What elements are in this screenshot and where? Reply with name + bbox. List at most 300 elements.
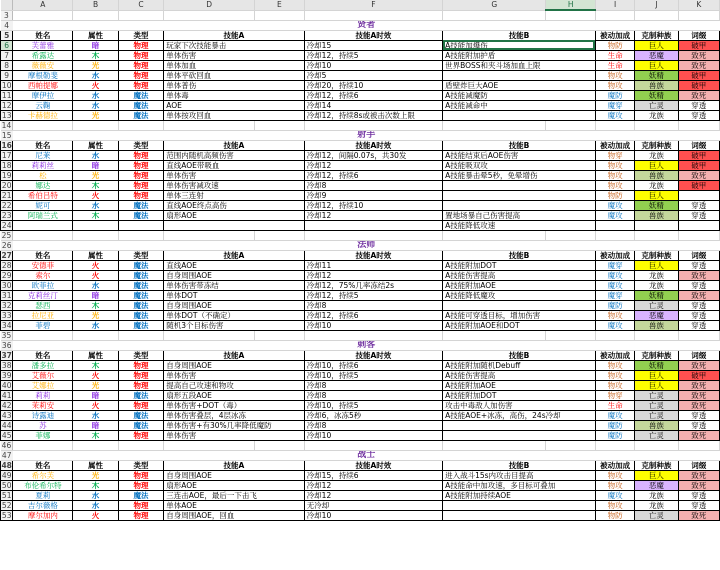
row-number[interactable]: 41 — [1, 390, 12, 400]
row-number[interactable]: 48 — [1, 460, 12, 470]
cell-name[interactable]: 索尔 — [13, 270, 73, 280]
cell-counter[interactable]: 妖精 — [635, 70, 678, 80]
empty-cell[interactable] — [118, 330, 163, 340]
cell-type[interactable]: 物理 — [118, 430, 163, 440]
cell-passive[interactable]: 物防 — [595, 510, 634, 520]
row-number[interactable]: 31 — [1, 290, 12, 300]
cell-name[interactable]: 希尔芙 — [13, 470, 73, 480]
header-curse[interactable]: 词缀 — [678, 350, 719, 360]
cell-attr[interactable]: 木 — [73, 480, 118, 490]
section-title[interactable]: 刺客 — [13, 340, 720, 350]
empty-cell[interactable] — [255, 120, 305, 130]
cell-attr[interactable]: 暗 — [73, 40, 118, 50]
header-type[interactable]: 类型 — [118, 250, 163, 260]
cell-skillA_eff[interactable]: 冷却12，持续6 — [304, 170, 442, 180]
cell-type[interactable]: 物理 — [118, 500, 163, 510]
cell-curse[interactable]: 致死 — [678, 470, 719, 480]
header-type[interactable]: 类型 — [118, 140, 163, 150]
cell-skillA[interactable]: 直线AOE — [164, 260, 304, 270]
cell-passive[interactable]: 物防 — [595, 40, 634, 50]
cell-passive[interactable]: 物攻 — [595, 80, 634, 90]
cell-counter[interactable]: 龙族 — [635, 280, 678, 290]
cell-skillA_eff[interactable]: 冷却10 — [304, 60, 442, 70]
cell-skillB[interactable]: A技能暴击晕5秒，免晕增伤 — [443, 170, 596, 180]
cell-name[interactable]: 安德菲 — [13, 260, 73, 270]
cell-skillB[interactable] — [443, 510, 596, 520]
cell-skillB[interactable]: A技能可穿透目标，增加伤害 — [443, 310, 596, 320]
cell-counter[interactable]: 亡灵 — [635, 100, 678, 110]
cell-skillA[interactable]: 单体AOE — [164, 500, 304, 510]
empty-cell[interactable] — [443, 330, 546, 340]
header-counter[interactable]: 克制种族 — [635, 250, 678, 260]
cell-skillA_eff[interactable]: 冷却12，持续6 — [304, 90, 442, 100]
column-header-I[interactable]: I — [595, 0, 634, 10]
section-title[interactable]: 战士 — [13, 450, 720, 460]
column-header-F[interactable]: F — [304, 0, 442, 10]
cell-curse[interactable]: 穿透 — [678, 320, 719, 330]
cell-counter[interactable]: 巨人 — [635, 40, 678, 50]
header-curse[interactable]: 词缀 — [678, 460, 719, 470]
empty-cell[interactable] — [164, 440, 255, 450]
header-counter[interactable]: 克制种族 — [635, 460, 678, 470]
cell-name[interactable]: 妮可 — [13, 200, 73, 210]
cell-curse[interactable]: 穿透 — [678, 420, 719, 430]
cell-skillB[interactable] — [443, 180, 596, 190]
cell-type[interactable]: 魔法 — [118, 260, 163, 270]
cell-passive[interactable]: 物攻 — [595, 70, 634, 80]
cell-skillA_eff[interactable]: 冷却12，持续6 — [304, 310, 442, 320]
cell-skillA_eff[interactable]: 冷却12，持续8s或被击次数上限 — [304, 110, 442, 120]
cell-skillA[interactable]: 单体伤害+DOT（毒） — [164, 400, 304, 410]
column-header-G[interactable]: G — [443, 0, 546, 10]
cell-skillA_eff[interactable]: 冷却20，持续10 — [304, 80, 442, 90]
cell-counter[interactable]: 亡灵 — [635, 430, 678, 440]
empty-cell[interactable] — [678, 10, 719, 20]
cell-skillA[interactable]: 提高自己攻速和物攻 — [164, 380, 304, 390]
header-attr[interactable]: 属性 — [73, 460, 118, 470]
cell-attr[interactable]: 水 — [73, 90, 118, 100]
cell-counter[interactable]: 妖精 — [635, 90, 678, 100]
cell-counter[interactable]: 巨人 — [635, 260, 678, 270]
cell-passive[interactable]: 物攻 — [595, 310, 634, 320]
cell-passive[interactable]: 魔攻 — [595, 410, 634, 420]
cell-attr[interactable]: 水 — [73, 500, 118, 510]
row-number[interactable]: 6 — [1, 40, 13, 50]
cell-attr[interactable]: 光 — [73, 60, 118, 70]
cell-curse[interactable]: 致死 — [678, 430, 719, 440]
cell-name[interactable]: 苏 — [13, 420, 73, 430]
cell-name[interactable]: 克莉丝汀 — [13, 290, 73, 300]
cell-type[interactable]: 物理 — [118, 60, 163, 70]
cell-skillA_eff[interactable]: 冷却12，持续5 — [304, 290, 442, 300]
row-number[interactable]: 49 — [1, 470, 12, 480]
row-number[interactable]: 29 — [1, 270, 12, 280]
row-number[interactable]: 28 — [1, 260, 12, 270]
header-curse[interactable]: 词缀 — [678, 30, 719, 40]
cell-skillA_eff[interactable]: 冷却10，持续5 — [304, 370, 442, 380]
column-header-E[interactable]: E — [255, 0, 305, 10]
cell-counter[interactable]: 巨人 — [635, 60, 678, 70]
cell-passive[interactable]: 物攻 — [595, 470, 634, 480]
cell-skillA_eff[interactable]: 冷却10，持续5 — [304, 400, 442, 410]
empty-cell[interactable] — [546, 10, 596, 20]
row-number[interactable]: 20 — [1, 180, 12, 190]
cell-counter[interactable] — [635, 220, 678, 230]
cell-name[interactable]: 娜达 — [13, 180, 73, 190]
cell-passive[interactable]: 魔防 — [595, 420, 634, 430]
cell-curse[interactable]: 破甲 — [678, 80, 719, 90]
cell-attr[interactable]: 木 — [73, 360, 118, 370]
empty-cell[interactable] — [118, 120, 163, 130]
row-number[interactable]: 43 — [1, 410, 12, 420]
cell-name[interactable]: 艾娜拉 — [13, 380, 73, 390]
empty-cell[interactable] — [164, 120, 255, 130]
empty-cell[interactable] — [443, 10, 546, 20]
header-skillA[interactable]: 技能A — [164, 30, 304, 40]
row-number[interactable]: 24 — [1, 220, 12, 230]
cell-skillA[interactable]: 单体伤害叠层，4层冰冻 — [164, 410, 304, 420]
cell-skillA[interactable]: 自身周围AOE，回血 — [164, 510, 304, 520]
row-number[interactable]: 36 — [1, 340, 12, 350]
row-number[interactable]: 22 — [1, 200, 12, 210]
cell-name[interactable]: 诗露迪 — [13, 410, 73, 420]
cell-curse[interactable]: 致死 — [678, 360, 719, 370]
header-passive[interactable]: 被动加成 — [595, 250, 634, 260]
cell-type[interactable]: 魔法 — [118, 310, 163, 320]
cell-skillA[interactable]: 单体三连射 — [164, 190, 304, 200]
cell-curse[interactable]: 致死 — [678, 480, 719, 490]
cell-skillB[interactable]: A技能附加DOT — [443, 390, 596, 400]
cell-name[interactable]: 莉莉 — [13, 390, 73, 400]
cell-counter[interactable]: 妖精 — [635, 360, 678, 370]
cell-attr[interactable]: 木 — [73, 430, 118, 440]
cell-attr[interactable]: 水 — [73, 70, 118, 80]
cell-attr[interactable]: 光 — [73, 170, 118, 180]
cell-curse[interactable]: 致死 — [678, 510, 719, 520]
cell-skillA_eff[interactable]: 冷却11 — [304, 260, 442, 270]
cell-skillB[interactable] — [443, 430, 596, 440]
cell-curse[interactable] — [678, 220, 719, 230]
cell-skillB[interactable]: A技能附加护盾 — [443, 50, 596, 60]
cell-counter[interactable]: 亡灵 — [635, 400, 678, 410]
cell-counter[interactable]: 龙族 — [635, 270, 678, 280]
cell-counter[interactable]: 恶魔 — [635, 310, 678, 320]
empty-cell[interactable] — [678, 230, 719, 240]
cell-name[interactable]: 布伦希尔特 — [13, 480, 73, 490]
row-number[interactable]: 9 — [1, 70, 13, 80]
cell-name[interactable]: 芙蕾雅 — [13, 40, 73, 50]
cell-name[interactable]: 松 — [13, 170, 73, 180]
cell-type[interactable]: 物理 — [118, 380, 163, 390]
cell-skillB[interactable]: 盾壁炸巨大AOE — [443, 80, 596, 90]
cell-skillA_eff[interactable]: 冷却12，间隔0.07s，共30发 — [304, 150, 442, 160]
column-header-D[interactable]: D — [164, 0, 255, 10]
cell-skillA_eff[interactable]: 冷却8 — [304, 380, 442, 390]
cell-curse[interactable]: 穿透 — [678, 490, 719, 500]
empty-cell[interactable] — [595, 10, 634, 20]
cell-name[interactable]: 希伯吕特 — [13, 190, 73, 200]
cell-type[interactable]: 物理 — [118, 170, 163, 180]
cell-type[interactable]: 魔法 — [118, 210, 163, 220]
empty-cell[interactable] — [635, 330, 678, 340]
header-name[interactable]: 姓名 — [13, 30, 73, 40]
cell-counter[interactable]: 龙族 — [635, 150, 678, 160]
cell-attr[interactable]: 火 — [73, 190, 118, 200]
empty-cell[interactable] — [546, 440, 596, 450]
empty-cell[interactable] — [118, 230, 163, 240]
cell-type[interactable]: 魔法 — [118, 420, 163, 430]
row-number[interactable]: 38 — [1, 360, 12, 370]
cell-name[interactable]: 欧菲拉 — [13, 280, 73, 290]
header-type[interactable]: 类型 — [118, 30, 163, 40]
cell-passive[interactable]: 物攻 — [595, 500, 634, 510]
cell-skillB[interactable]: A技能附加DOT — [443, 260, 596, 270]
cell-curse[interactable]: 破甲 — [678, 40, 719, 50]
cell-passive[interactable]: 魔穿 — [595, 290, 634, 300]
column-header-C[interactable]: C — [118, 0, 163, 10]
cell-type[interactable]: 物理 — [118, 370, 163, 380]
row-number[interactable]: 45 — [1, 430, 12, 440]
empty-cell[interactable] — [635, 10, 678, 20]
cell-passive[interactable]: 物穿 — [595, 150, 634, 160]
cell-skillA_eff[interactable]: 冷却15 — [304, 40, 442, 50]
empty-cell[interactable] — [443, 120, 546, 130]
row-number[interactable]: 13 — [1, 110, 12, 120]
cell-attr[interactable]: 木 — [73, 50, 118, 60]
empty-cell[interactable] — [595, 440, 634, 450]
cell-counter[interactable]: 巨人 — [635, 370, 678, 380]
cell-type[interactable]: 魔法 — [118, 390, 163, 400]
empty-cell[interactable] — [304, 330, 442, 340]
cell-attr[interactable]: 水 — [73, 100, 118, 110]
cell-type[interactable] — [118, 220, 163, 230]
cell-curse[interactable]: 致死 — [678, 390, 719, 400]
row-number[interactable]: 16 — [1, 140, 12, 150]
empty-cell[interactable] — [255, 10, 305, 20]
row-number[interactable]: 39 — [1, 370, 12, 380]
cell-skillB[interactable]: A技能命中加攻速，多目标可叠加 — [443, 480, 596, 490]
cell-counter[interactable]: 妖精 — [635, 290, 678, 300]
empty-cell[interactable] — [73, 330, 118, 340]
empty-cell[interactable] — [255, 440, 305, 450]
cell-skillB[interactable] — [443, 70, 596, 80]
row-number[interactable]: 10 — [1, 80, 12, 90]
cell-skillA[interactable]: 单体伤害减攻速 — [164, 180, 304, 190]
cell-counter[interactable]: 兽族 — [635, 80, 678, 90]
column-header-A[interactable]: A — [13, 0, 73, 10]
cell-skillA[interactable]: 直线AOE终点高伤 — [164, 200, 304, 210]
cell-curse[interactable]: 穿透 — [678, 210, 719, 220]
cell-attr[interactable]: 水 — [73, 200, 118, 210]
section-title[interactable]: 射手 — [13, 130, 720, 140]
cell-curse[interactable]: 穿透 — [678, 110, 719, 120]
header-skillA_eff[interactable]: 技能A时效 — [304, 460, 442, 470]
cell-counter[interactable]: 兽族 — [635, 210, 678, 220]
header-passive[interactable]: 被动加成 — [595, 350, 634, 360]
cell-type[interactable]: 魔法 — [118, 200, 163, 210]
cell-counter[interactable]: 龙族 — [635, 180, 678, 190]
cell-counter[interactable]: 亡灵 — [635, 410, 678, 420]
cell-name[interactable]: 莉莉丝 — [13, 160, 73, 170]
cell-attr[interactable]: 火 — [73, 510, 118, 520]
cell-skillB[interactable]: A技能伤害提高 — [443, 370, 596, 380]
cell-skillB[interactable]: A技能附加AOE — [443, 380, 596, 390]
cell-passive[interactable]: 魔攻 — [595, 280, 634, 290]
cell-counter[interactable]: 巨人 — [635, 160, 678, 170]
cell-counter[interactable]: 龙族 — [635, 490, 678, 500]
cell-skillA_eff[interactable]: 冷却10 — [304, 430, 442, 440]
header-name[interactable]: 姓名 — [13, 350, 73, 360]
row-number[interactable]: 34 — [1, 320, 12, 330]
cell-attr[interactable]: 暗 — [73, 290, 118, 300]
cell-name[interactable]: 菲娜 — [13, 430, 73, 440]
header-name[interactable]: 姓名 — [13, 460, 73, 470]
cell-name[interactable]: 阿瑞兰式 — [13, 210, 73, 220]
cell-name[interactable]: 希露达 — [13, 50, 73, 60]
cell-attr[interactable]: 火 — [73, 370, 118, 380]
cell-skillB[interactable] — [443, 190, 596, 200]
row-number[interactable]: 30 — [1, 280, 12, 290]
cell-type[interactable]: 魔法 — [118, 490, 163, 500]
cell-curse[interactable]: 致死 — [678, 380, 719, 390]
cell-passive[interactable]: 魔防 — [595, 430, 634, 440]
header-skillB[interactable]: 技能B — [443, 140, 596, 150]
cell-curse[interactable]: 致死 — [678, 60, 719, 70]
cell-counter[interactable]: 巨人 — [635, 470, 678, 480]
cell-name[interactable]: 菲碧 — [13, 320, 73, 330]
cell-skillA[interactable]: 单体伤害 — [164, 170, 304, 180]
cell-counter[interactable]: 兽族 — [635, 320, 678, 330]
cell-type[interactable]: 物理 — [118, 180, 163, 190]
cell-skillA_eff[interactable] — [304, 220, 442, 230]
empty-cell[interactable] — [13, 330, 73, 340]
header-skillA_eff[interactable]: 技能A时效 — [304, 250, 442, 260]
cell-curse[interactable]: 穿透 — [678, 100, 719, 110]
cell-skillB[interactable]: A技能结束后AOE伤害 — [443, 150, 596, 160]
row-number[interactable]: 11 — [1, 90, 12, 100]
empty-cell[interactable] — [635, 440, 678, 450]
cell-type[interactable]: 物理 — [118, 190, 163, 200]
empty-cell[interactable] — [546, 230, 596, 240]
cell-attr[interactable]: 暗 — [73, 390, 118, 400]
empty-cell[interactable] — [678, 440, 719, 450]
header-skillA_eff[interactable]: 技能A时效 — [304, 30, 442, 40]
cell-curse[interactable] — [678, 190, 719, 200]
cell-name[interactable]: 拉尼亚 — [13, 310, 73, 320]
cell-attr[interactable]: 水 — [73, 320, 118, 330]
cell-type[interactable]: 物理 — [118, 360, 163, 370]
cell-curse[interactable]: 破甲 — [678, 160, 719, 170]
cell-attr[interactable]: 火 — [73, 260, 118, 270]
cell-skillA[interactable]: 扇形五段AOE — [164, 390, 304, 400]
cell-skillA[interactable]: 单体普伤 — [164, 80, 304, 90]
cell-curse[interactable]: 致死 — [678, 90, 719, 100]
cell-counter[interactable]: 兽族 — [635, 170, 678, 180]
cell-skillA[interactable]: 单体伤害 — [164, 50, 304, 60]
cell-skillA[interactable]: 自身周围AOE — [164, 360, 304, 370]
cell-counter[interactable]: 兽族 — [635, 420, 678, 430]
column-header-K[interactable]: K — [678, 0, 719, 10]
cell-curse[interactable]: 破甲 — [678, 180, 719, 190]
cell-skillB[interactable]: A技能降低攻速 — [443, 220, 596, 230]
row-number[interactable]: 12 — [1, 100, 12, 110]
cell-passive[interactable]: 物攻 — [595, 370, 634, 380]
row-number[interactable]: 40 — [1, 380, 12, 390]
cell-curse[interactable]: 致死 — [678, 270, 719, 280]
cell-name[interactable]: 薇薇安 — [13, 60, 73, 70]
cell-skillA[interactable]: 自身周围AOE — [164, 270, 304, 280]
empty-cell[interactable] — [678, 120, 719, 130]
cell-passive[interactable]: 物攻 — [595, 170, 634, 180]
cell-type[interactable]: 物理 — [118, 40, 163, 50]
cell-passive[interactable]: 魔攻 — [595, 200, 634, 210]
cell-type[interactable]: 物理 — [118, 510, 163, 520]
cell-skillB[interactable]: A技能附加持续AOE — [443, 490, 596, 500]
header-skillA_eff[interactable]: 技能A时效 — [304, 350, 442, 360]
cell-skillB[interactable] — [443, 420, 596, 430]
cell-name[interactable] — [13, 220, 73, 230]
cell-attr[interactable]: 木 — [73, 300, 118, 310]
cell-type[interactable]: 物理 — [118, 80, 163, 90]
cell-type[interactable]: 魔法 — [118, 290, 163, 300]
empty-cell[interactable] — [255, 230, 305, 240]
cell-skillA_eff[interactable]: 冷却8 — [304, 420, 442, 430]
header-skillB[interactable]: 技能B — [443, 30, 596, 40]
cell-type[interactable]: 魔法 — [118, 410, 163, 420]
cell-skillA_eff[interactable]: 冷却9 — [304, 190, 442, 200]
cell-counter[interactable]: 亡灵 — [635, 300, 678, 310]
header-counter[interactable]: 克制种族 — [635, 140, 678, 150]
cell-passive[interactable]: 魔攻 — [595, 320, 634, 330]
column-header-B[interactable]: B — [73, 0, 118, 10]
empty-cell[interactable] — [164, 10, 255, 20]
empty-cell[interactable] — [164, 330, 255, 340]
header-skillB[interactable]: 技能B — [443, 250, 596, 260]
cell-name[interactable]: 茉莉安 — [13, 400, 73, 410]
cell-type[interactable]: 物理 — [118, 470, 163, 480]
cell-type[interactable]: 魔法 — [118, 300, 163, 310]
cell-skillA_eff[interactable]: 冷却12 — [304, 160, 442, 170]
cell-passive[interactable]: 魔防 — [595, 300, 634, 310]
cell-attr[interactable]: 水 — [73, 490, 118, 500]
cell-skillB[interactable] — [443, 110, 596, 120]
section-title[interactable]: 法师 — [13, 240, 720, 250]
header-attr[interactable]: 属性 — [73, 140, 118, 150]
cell-type[interactable]: 物理 — [118, 70, 163, 80]
cell-counter[interactable]: 妖精 — [635, 200, 678, 210]
header-skillB[interactable]: 技能B — [443, 350, 596, 360]
row-number[interactable]: 32 — [1, 300, 12, 310]
cell-name[interactable]: 摩根勒斐 — [13, 70, 73, 80]
cell-skillA_eff[interactable]: 冷却15，持续6 — [304, 470, 442, 480]
cell-skillB[interactable]: A技能加爆伤 — [443, 40, 596, 50]
cell-skillB[interactable]: A技能降低魔攻 — [443, 290, 596, 300]
cell-type[interactable]: 魔法 — [118, 90, 163, 100]
cell-skillA_eff[interactable]: 冷却12 — [304, 490, 442, 500]
cell-skillB[interactable]: A技能附加随机Debuff — [443, 360, 596, 370]
header-passive[interactable]: 被动加成 — [595, 30, 634, 40]
cell-skillB[interactable] — [443, 200, 596, 210]
cell-attr[interactable]: 火 — [73, 270, 118, 280]
header-skillA[interactable]: 技能A — [164, 350, 304, 360]
column-header-J[interactable]: J — [635, 0, 678, 10]
cell-passive[interactable]: 生命 — [595, 60, 634, 70]
cell-type[interactable]: 物理 — [118, 150, 163, 160]
cell-curse[interactable]: 穿透 — [678, 280, 719, 290]
empty-cell[interactable] — [635, 120, 678, 130]
row-number[interactable]: 47 — [1, 450, 12, 460]
empty-cell[interactable] — [304, 10, 442, 20]
